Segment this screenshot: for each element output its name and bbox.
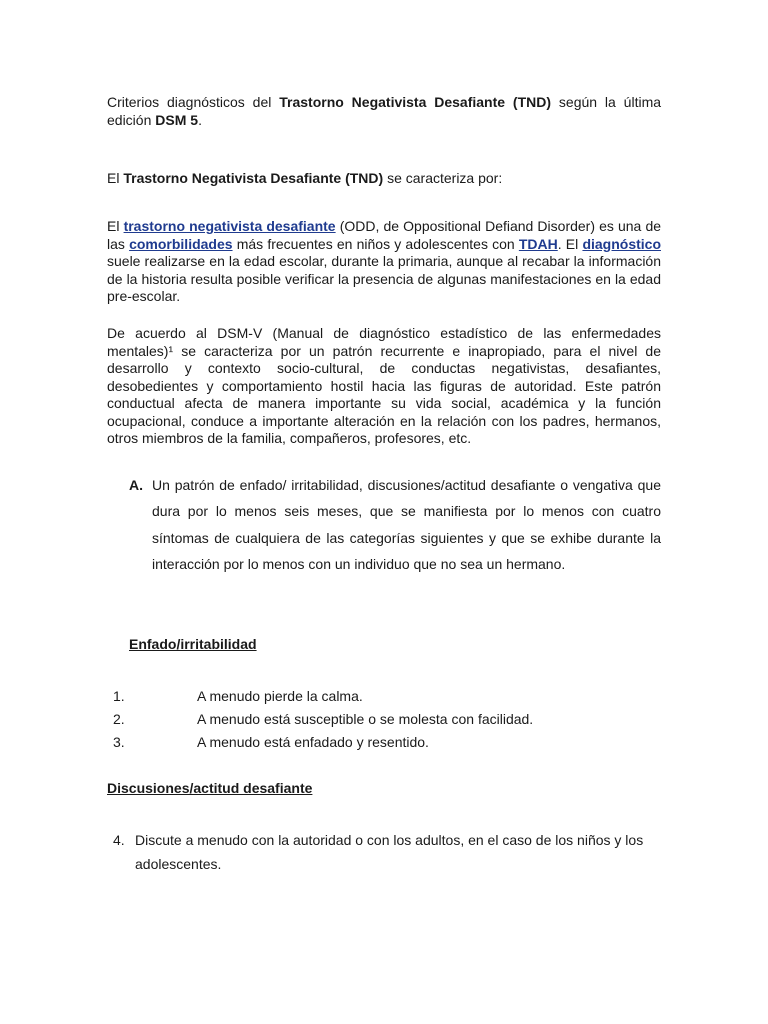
section-heading-enfado: Enfado/irritabilidad: [129, 636, 257, 652]
list-item: [113, 732, 661, 752]
criterion-a-label: A.: [129, 477, 143, 493]
paragraph-dsm-description: De acuerdo al DSM-V (Manual de diagnóstico estadístico de las enfermedades mentales)¹ se caracteriza por un patrón recurrente e inapropiado, para el nivel de desarrollo y contexto socio-cultural, de conductas negativistas, desafiantes, desobedientes y comportamiento hostil hacia las figuras de autoridad. Este patrón conductual afecta de manera importante su vida social, académica y la función ocupacional, conduce a importante alteración en la relación con los padres, hermanos, otros miembros de la familia, compañeros, profesores, etc.: [107, 325, 661, 446]
title-text: Criterios diagnósticos del: [107, 94, 272, 110]
list-item-number: 1.: [113, 688, 125, 704]
link-comorbilidades[interactable]: comorbilidades: [129, 235, 233, 252]
list-item-number: 4.: [113, 832, 125, 848]
list-item-text: A menudo está susceptible o se molesta con facilidad.: [197, 711, 534, 727]
link-trastorno-negativista[interactable]: trastorno negativista desafiante: [123, 218, 336, 234]
section-heading-discusiones: Discusiones/actitud desafiante: [107, 780, 313, 796]
title-text-cont: según la última edición: [107, 94, 662, 128]
list-item-number: 3.: [113, 734, 125, 750]
intro-line: El Trastorno Negativista Desafiante (TND) se caracteriza por:: [107, 170, 503, 186]
list-item-text: A menudo está enfadado y resentido.: [197, 734, 429, 750]
list-item: [113, 709, 661, 729]
document-title: Criterios diagnósticos del Trastorno Negativista Desafiante (TND) según la última edición DSM 5.: [107, 94, 662, 128]
intro-bold-term: Trastorno Negativista Desafiante (TND): [123, 170, 384, 186]
title-bold-term: Trastorno Negativista Desafiante (TND): [279, 94, 552, 110]
list-item: [113, 686, 661, 706]
link-tdah[interactable]: TDAH: [518, 235, 558, 252]
link-diagnostico[interactable]: diagnóstico: [582, 235, 661, 252]
paragraph-definition: El trastorno negativista desafiante (ODD, de Oppositional Defiand Disorder) es una de las comorbilidades más frecuentes en niños y adolescentes con TDAH. El diagnóstico suele realizarse en la edad escolar, durante la primaria, aunque al recabar la información de la historia resulta posible verificar la presencia de algunas manifestaciones en la edad pre-escolar.: [107, 218, 662, 304]
list-item-text: A menudo pierde la calma.: [197, 688, 363, 704]
criterion-a-text: Un patrón de enfado/ irritabilidad, discusiones/actitud desafiante o vengativa que dura por lo menos seis meses, que se manifiesta por lo menos con cuatro síntomas de cualquiera de las categorías siguientes y que se exhibe durante la interacción por lo menos con un individuo que no sea un hermano.: [152, 477, 661, 573]
list-item-text: Discute a menudo con la autoridad o con los adultos, en el caso de los niños y los adolescentes.: [135, 832, 644, 872]
list-item-number: 2.: [113, 711, 125, 727]
title-dsm-label: DSM 5: [155, 111, 199, 128]
